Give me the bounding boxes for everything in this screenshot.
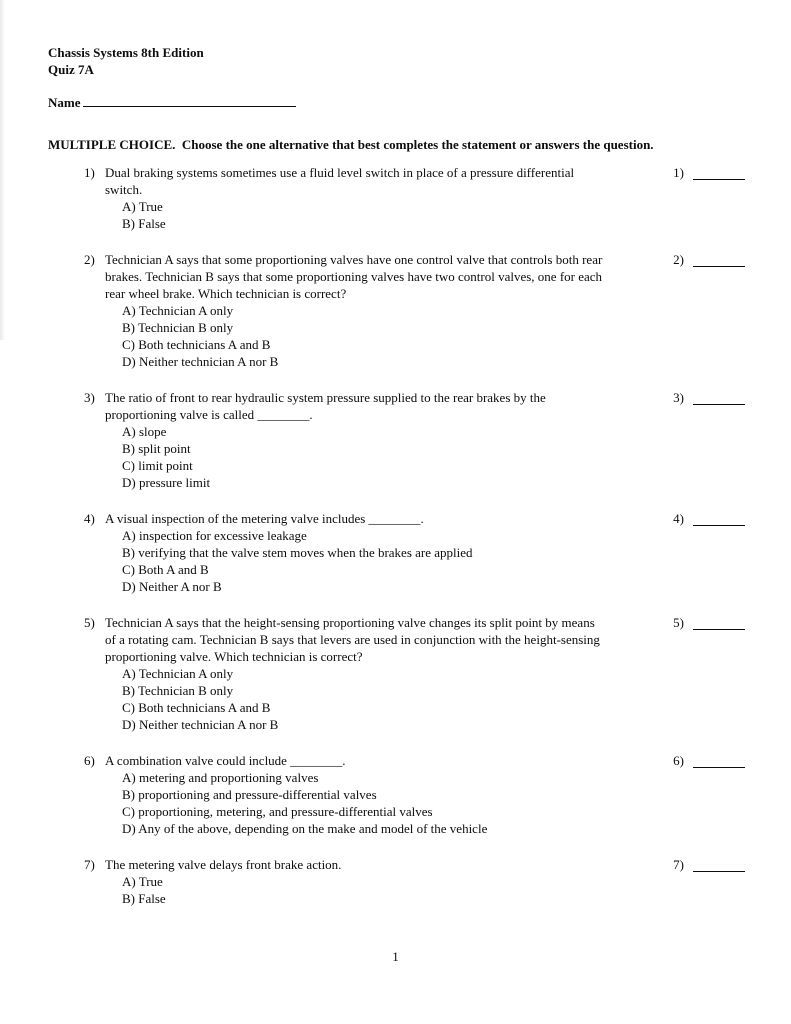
- question-number: 2): [84, 252, 95, 267]
- answer-number: 4): [673, 511, 684, 526]
- question-text-line: Dual braking systems sometimes use a fluid level switch in place of a pressure differential: [105, 165, 575, 180]
- question-number: 1): [84, 165, 95, 180]
- name-label: Name: [48, 95, 81, 110]
- answer-slot-3: [673, 389, 745, 406]
- answer-number: 3): [673, 390, 684, 405]
- option-b: B) Technician B only: [122, 320, 234, 335]
- option-a: A) Technician A only: [122, 303, 234, 318]
- question-text-line: Technician A says that the height-sensing proportioning valve changes its split point by means: [105, 615, 595, 630]
- option-b: B) False: [122, 891, 166, 906]
- document-title: Chassis Systems 8th Edition: [48, 45, 204, 60]
- option-c: C) Both technicians A and B: [122, 337, 271, 352]
- option-d: D) Neither technician A nor B: [122, 354, 279, 369]
- answer-blank-line[interactable]: [693, 510, 745, 526]
- answer-number: 1): [673, 165, 684, 180]
- document-subtitle: Quiz 7A: [48, 62, 94, 77]
- name-fill-in-line[interactable]: [83, 93, 296, 107]
- answer-blank-line[interactable]: [693, 164, 745, 180]
- answer-slot-1: [673, 164, 745, 181]
- question-text-line: switch.: [105, 182, 143, 197]
- option-c: C) proportioning, metering, and pressure-differential valves: [122, 804, 433, 819]
- question-text-line: The ratio of front to rear hydraulic system pressure supplied to the rear brakes by the: [105, 390, 546, 405]
- answer-slot-5: [673, 614, 745, 631]
- answer-slot-7: [673, 856, 745, 873]
- question-list: [84, 164, 745, 907]
- question-text-line: of a rotating cam. Technician B says that levers are used in conjunction with the height-sensing: [105, 632, 600, 647]
- answer-slot-2: [673, 251, 745, 268]
- question-number: 3): [84, 390, 95, 405]
- question-text-line: A visual inspection of the metering valve includes ________.: [105, 511, 424, 526]
- question-text-line: proportioning valve is called ________.: [105, 407, 313, 422]
- option-a: A) inspection for excessive leakage: [122, 528, 307, 543]
- option-a: A) True: [122, 199, 163, 214]
- option-c: C) limit point: [122, 458, 193, 473]
- question-1: [84, 164, 745, 232]
- question-4: [84, 510, 745, 595]
- option-d: D) Any of the above, depending on the make and model of the vehicle: [122, 821, 488, 836]
- option-a: A) slope: [122, 424, 167, 439]
- answer-number: 6): [673, 753, 684, 768]
- answer-slot-4: [673, 510, 745, 527]
- option-a: A) metering and proportioning valves: [122, 770, 319, 785]
- question-7: [84, 856, 745, 907]
- option-b: B) Technician B only: [122, 683, 234, 698]
- option-c: C) Both A and B: [122, 562, 209, 577]
- option-a: A) Technician A only: [122, 666, 234, 681]
- answer-blank-line[interactable]: [693, 389, 745, 405]
- option-a: A) True: [122, 874, 163, 889]
- question-text-line: Technician A says that some proportioning valves have one control valve that controls both rear: [105, 252, 603, 267]
- page-number: 1: [392, 949, 399, 964]
- option-b: B) proportioning and pressure-differential valves: [122, 787, 377, 802]
- question-text-line: rear wheel brake. Which technician is correct?: [105, 286, 347, 301]
- question-2: [84, 251, 745, 370]
- option-b: B) split point: [122, 441, 191, 456]
- question-number: 6): [84, 753, 95, 768]
- multiple-choice-instruction: MULTIPLE CHOICE. Choose the one alternative that best completes the statement or answers the question.: [48, 137, 654, 152]
- question-number: 5): [84, 615, 95, 630]
- option-d: D) pressure limit: [122, 475, 211, 490]
- answer-number: 2): [673, 252, 684, 267]
- answer-blank-line[interactable]: [693, 752, 745, 768]
- answer-blank-line[interactable]: [693, 856, 745, 872]
- question-text-line: A combination valve could include ________.: [105, 753, 346, 768]
- answer-number: 5): [673, 615, 684, 630]
- question-5: [84, 614, 745, 733]
- question-text-line: brakes. Technician B says that some proportioning valves have two control valves, one for each: [105, 269, 603, 284]
- question-text-line: The metering valve delays front brake action.: [105, 857, 342, 872]
- question-6: [84, 752, 745, 837]
- question-number: 7): [84, 857, 95, 872]
- option-c: C) Both technicians A and B: [122, 700, 271, 715]
- option-d: D) Neither technician A nor B: [122, 717, 279, 732]
- answer-blank-line[interactable]: [693, 614, 745, 630]
- question-number: 4): [84, 511, 95, 526]
- option-b: B) False: [122, 216, 166, 231]
- option-b: B) verifying that the valve stem moves when the brakes are applied: [122, 545, 473, 560]
- option-d: D) Neither A nor B: [122, 579, 222, 594]
- answer-number: 7): [673, 857, 684, 872]
- answer-slot-6: [673, 752, 745, 769]
- question-text-line: proportioning valve. Which technician is correct?: [105, 649, 363, 664]
- answer-blank-line[interactable]: [693, 251, 745, 267]
- question-3: [84, 389, 745, 491]
- name-row: [48, 93, 745, 111]
